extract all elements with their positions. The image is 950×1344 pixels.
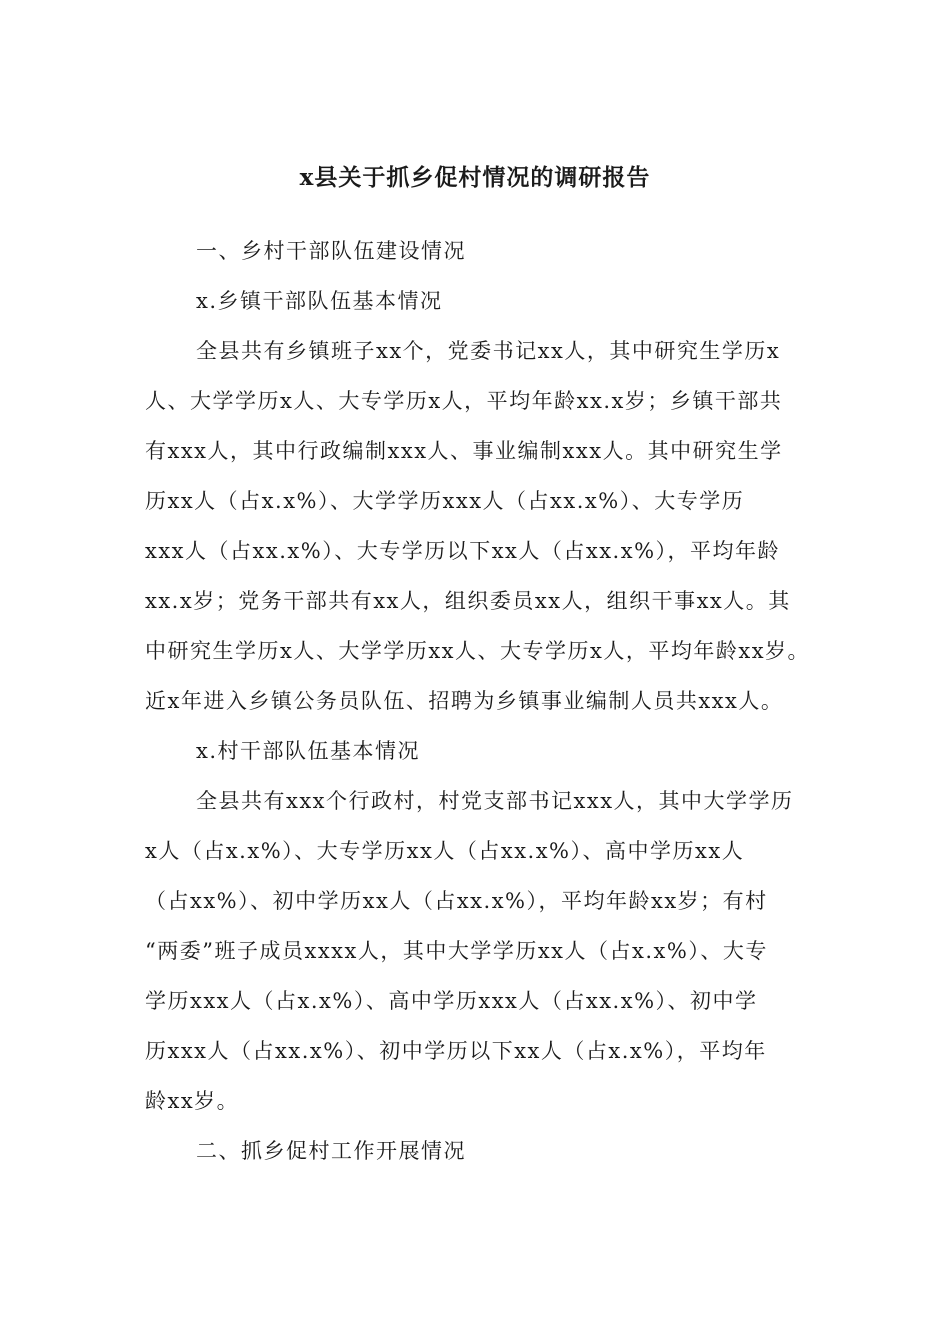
section-heading-1: 一、乡村干部队伍建设情况 <box>196 239 466 263</box>
document-title: x县关于抓乡促村情况的调研报告 <box>299 164 651 191</box>
paragraph-line: 全县共有乡镇班子xx个，党委书记xx人，其中研究生学历x <box>196 339 781 363</box>
paragraph-line: 学历xxx人（占x.x%）、高中学历xxx人（占xx.x%）、初中学 <box>145 989 758 1013</box>
paragraph-line: xxx人（占xx.x%）、大专学历以下xx人（占xx.x%），平均年龄 <box>145 539 781 563</box>
paragraph-line: x人（占x.x%）、大专学历xx人（占xx.x%）、高中学历xx人 <box>145 839 745 863</box>
subheading-township-cadres: x.乡镇干部队伍基本情况 <box>196 289 443 313</box>
paragraph-line: 历xxx人（占xx.x%）、初中学历以下xx人（占x.x%），平均年 <box>145 1039 767 1063</box>
paragraph-line: xx.x岁；党务干部共有xx人，组织委员xx人，组织干事xx人。其 <box>145 589 791 613</box>
paragraph-line: “两委”班子成员xxxx人，其中大学学历xx人（占x.x%）、大专 <box>145 939 768 963</box>
paragraph-line: 中研究生学历x人、大学学历xx人、大专学历x人，平均年龄xx岁。 <box>145 639 811 663</box>
section-heading-2: 二、抓乡促村工作开展情况 <box>196 1139 466 1163</box>
paragraph-line: 近x年进入乡镇公务员队伍、招聘为乡镇事业编制人员共xxx人。 <box>145 689 784 713</box>
paragraph-line: （占xx%）、初中学历xx人（占xx.x%），平均年龄xx岁；有村 <box>145 889 768 913</box>
paragraph-line: 龄xx岁。 <box>145 1089 240 1113</box>
paragraph-line: 有xxx人，其中行政编制xxx人、事业编制xxx人。其中研究生学 <box>145 439 783 463</box>
paragraph-line: 历xx人（占x.x%）、大学学历xxx人（占xx.x%）、大专学历 <box>145 489 745 513</box>
subheading-village-cadres: x.村干部队伍基本情况 <box>196 739 421 763</box>
paragraph-line: 全县共有xxx个行政村，村党支部书记xxx人，其中大学学历 <box>196 789 794 813</box>
paragraph-line: 人、大学学历x人、大专学历x人，平均年龄xx.x岁；乡镇干部共 <box>145 389 783 413</box>
